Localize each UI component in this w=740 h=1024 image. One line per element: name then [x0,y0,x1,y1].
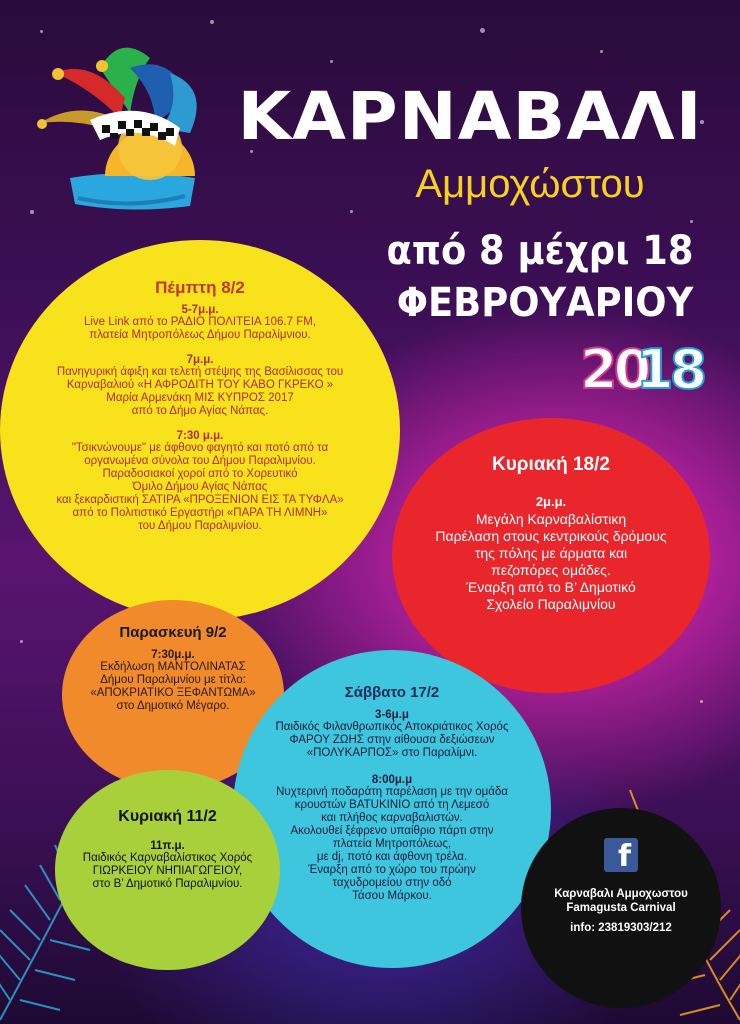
event-text: ΦΑΡΟΥ ΖΩΗΣ στην αίθουσα δεξιώσεων [289,734,495,746]
event-text: Live Link από το ΡΑΔΙΟ ΠΟΛΙΤΕΙΑ 106.7 FM, [83,316,317,328]
event-text: Έναρξη από το Β’ Δημοτικό [466,579,636,595]
sparkle [20,640,23,643]
event-time: 7:30 μ.μ. [176,430,224,442]
event-text: από το Δήμο Αγίας Νάπας. [131,405,269,417]
event-text: ΓΙΩΡΚΕΙΟΥ ΝΗΠΙΑΓΩΓΕΙΟΥ, [92,865,243,877]
event-text: Δήμου Παραλιμνίου με τίτλο: [100,674,246,686]
event-text: και πλήθος καρναβαλιστών. [321,812,463,824]
facebook-icon-letter: f [617,839,631,874]
event-text: της πόλης με άρματα και [474,545,628,561]
contact-name: Καρναβαλι Αμμοχωστου [554,888,688,900]
facebook-icon[interactable] [604,838,638,872]
sparkle [690,220,693,223]
event-day-label: Κυριακή 18/2 [492,454,610,475]
event-sunday-18 [392,418,710,693]
poster-subtitle: Αμμοχώστου [415,162,645,206]
event-text: πλατεία Μητροπόλεως Δήμου Παραλίμνιου. [89,329,311,341]
date-range-line-1: από 8 μέχρι 18 [386,228,694,274]
event-text: Έναρξη από το χώρο του πρώην [308,864,476,876]
event-text: Καρναβαλιού «Η ΑΦΡΟΔΙΤΗ ΤΟΥ ΚΑΒΟ ΓΚΡΕΚΟ » [66,379,334,391]
event-thursday [0,240,400,620]
event-text: με dj, ποτό και άφθονη τρέλα. [316,851,468,863]
event-time: 5-7μ.μ. [181,304,219,316]
event-text: ταχυδρομείου στην οδό [332,877,452,889]
event-text: στο Β’ Δημοτικό Παραλιμνίου. [92,878,243,890]
poster-title: ΚΑΡΝΑΒΑΛΙ [237,78,703,155]
event-time: 7:30μ.μ. [151,649,195,661]
event-text: Μεγάλη Καρναβαλίστικη [475,511,627,527]
year-logo-second: 18 [636,338,704,401]
event-text: Παιδικός Φιλανθρωπικός Αποκριάτικος Χορός [275,721,509,733]
event-text: του Δήμου Παραλιμνίου. [138,520,262,532]
sparkle [350,210,353,213]
event-text: πλατεία Μητροπόλεως, [332,838,452,850]
event-text: Όμιλο Δήμου Αγίας Νάπας [132,481,268,493]
event-text: Σχολείο Παραλιμνίου [486,596,616,612]
sparkle [330,60,333,63]
event-text: Εκδήλωση ΜΑΝΤΟΛΙΝΑΤΑΣ [100,661,246,673]
contact-english-name: Famagusta Carnival [566,902,676,914]
event-sunday-11 [55,770,280,970]
sparkle [480,28,485,33]
event-text: Παρέλαση στους κεντρικούς δρόμους [435,528,667,544]
event-text: στο Δημοτικό Μέγαρο. [116,700,230,712]
event-time: 8:00μ.μ [371,774,413,786]
event-text: «ΠΟΛΥΚΑΡΠΟΣ» στο Παραλίμνι. [306,747,478,759]
event-text: από το Πολιτιστικό Εργαστήρι «ΠΑΡΑ ΤΗ ΛΙΜΝΗ» [72,507,328,519]
sparkle [600,50,603,53]
event-text: «ΑΠΟΚΡΙΑΤΙΚΟ ΞΕΦΑΝΤΩΜΑ» [90,687,256,699]
year-logo [580,338,704,401]
date-range-line-2: ΦΕΒΡΟΥΑΡΙΟΥ [396,280,694,326]
event-text: Ακολουθεί ξέφρενο υπαίθριο πάρτι στην [290,825,494,837]
event-text: "Τσικνώνουμε" με άφθονο φαγητό και ποτό από τα [71,442,329,454]
event-text: Παιδικός Καρναβαλίστικος Χορός [82,852,253,864]
event-text: Νυχτερινή ποδαράτη παρέλαση με την ομάδα [276,786,508,798]
event-saturday [233,650,551,968]
event-text: Πανηγυρική άφιξη και τελετή στέψης της Βασίλισσας του [56,366,344,378]
event-time: 3-6μ.μ [375,709,409,721]
event-time: 7μ.μ. [186,354,214,366]
event-day-label: Παρασκευή 9/2 [119,624,227,641]
event-text: Τάσου Μάρκου. [352,890,432,902]
event-text: και ξεκαρδιστική ΣΑΤΙΡΑ «ΠΡΟΞΕΝΙΟΝ ΕΙΣ ΤΑ ΤΥΦΛΑ» [56,494,344,506]
contact-info [521,808,721,1008]
contact-phone: info: 23819303/212 [570,922,672,934]
event-time: 2μ.μ. [535,494,567,509]
event-text: οργανωμένα σύνολα του Δήμου Παραλιμνίου. [84,455,316,467]
event-day-label: Πέμπτη 8/2 [155,278,245,297]
event-text: πεζοπόρες ομάδες. [491,562,611,578]
event-day-label: Κυριακή 11/2 [118,808,217,825]
event-text: Μαρία Αρμενάκη ΜΙΣ ΚΥΠΡΟΣ 2017 [106,392,294,404]
event-day-label: Σάββατο 17/2 [344,684,440,701]
event-text: κρουστών BATUKINIO από τη Λεμεσό [294,799,490,811]
event-time: 11π.μ. [150,840,185,852]
event-text: Παραδοσιακοί χοροί από το Χορευτικό [102,468,298,480]
year-logo-first: 20 [580,338,648,401]
sparkle [700,700,703,703]
jester-sun-logo [30,28,230,218]
sparkle [210,20,214,24]
